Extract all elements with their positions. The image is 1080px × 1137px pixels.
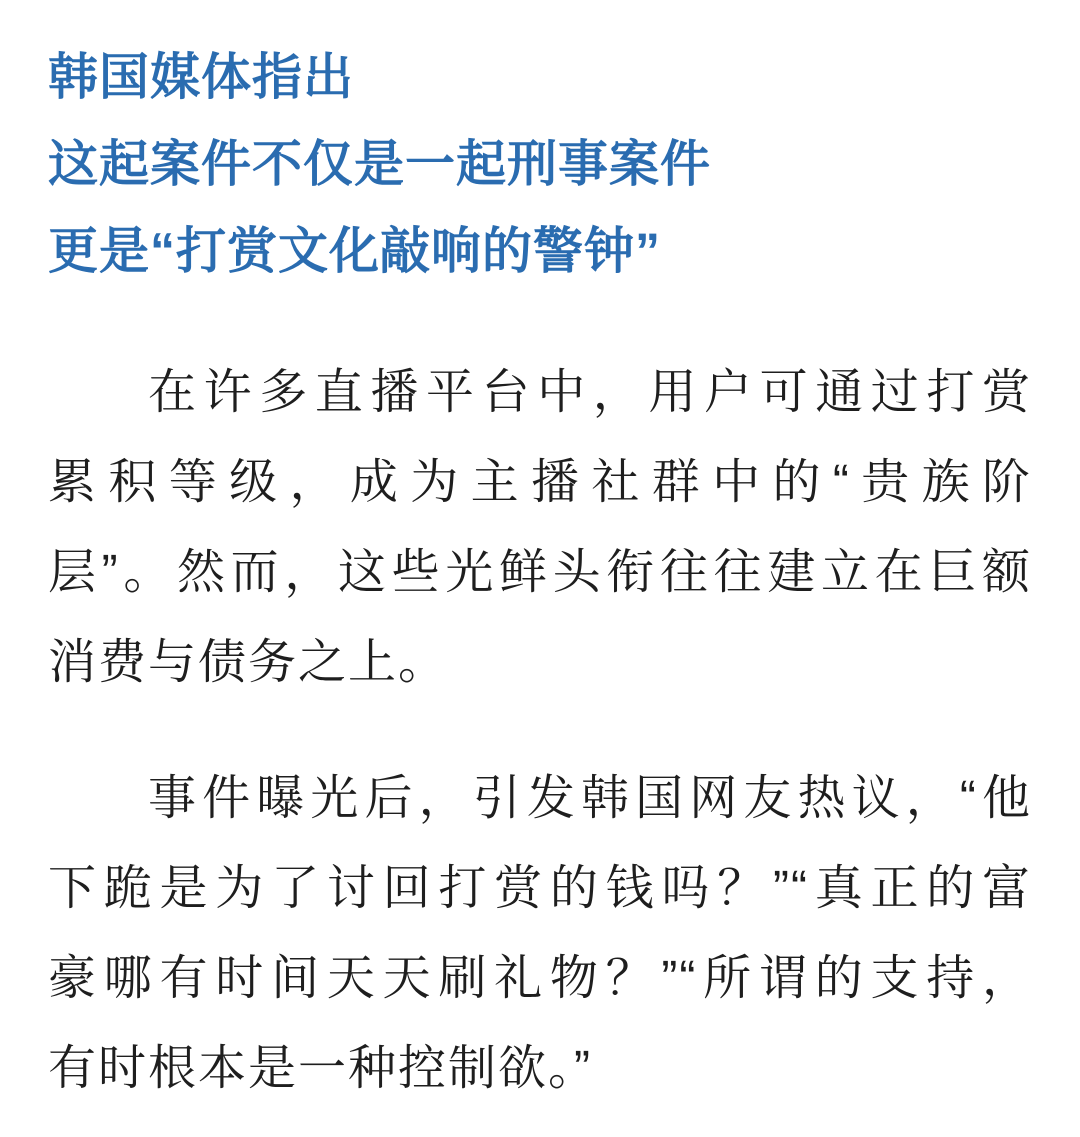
article-paragraph-1 [48, 348, 1032, 708]
text-line: 层”。然而，这些光鲜头衔往往建立在巨额 [48, 546, 1032, 599]
article-paragraph-2 [48, 754, 1032, 1114]
headline-line-3: 更是“打赏文化敲响的警钟” [48, 223, 661, 279]
text-line: 有时根本是一种控制欲。” [48, 1042, 592, 1095]
text-line: 消费与债务之上。 [48, 636, 449, 689]
headline-line-1: 韩国媒体指出 [48, 49, 354, 105]
text-line: 事件曝光后，引发韩国网友热议，“他 [148, 772, 1032, 825]
text-line: 下跪是为了讨回打赏的钱吗？”“真正的富 [48, 862, 1032, 915]
headline-line-2: 这起案件不仅是一起刑事案件 [48, 136, 711, 192]
article-headline [48, 34, 1032, 295]
text-line: 豪哪有时间天天刷礼物？”“所谓的支持， [48, 952, 1032, 1005]
text-line: 在许多直播平台中，用户可通过打赏 [148, 366, 1032, 419]
text-line: 累积等级，成为主播社群中的“贵族阶 [48, 456, 1032, 509]
